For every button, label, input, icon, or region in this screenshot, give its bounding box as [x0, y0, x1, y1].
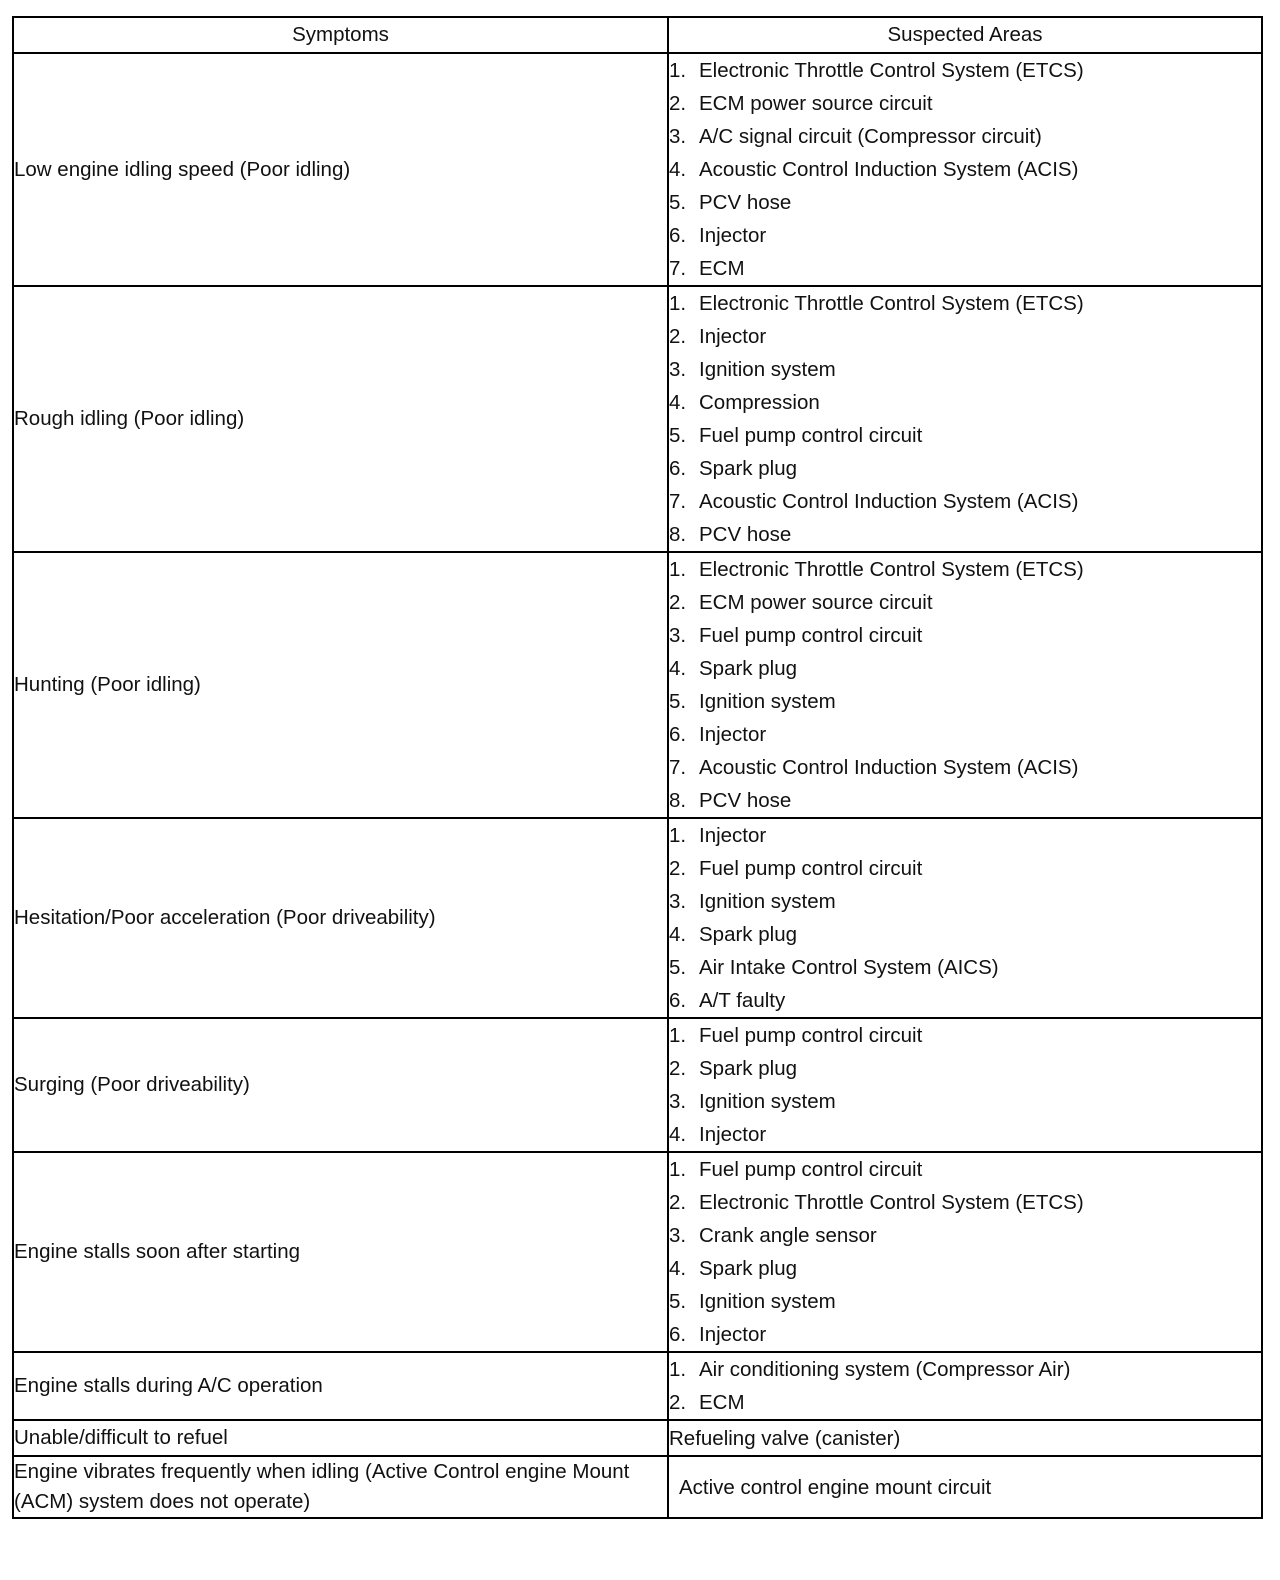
area-list-item [669, 1353, 1261, 1386]
table-row [13, 1152, 1262, 1352]
area-list-item [669, 186, 1261, 219]
area-list-item [669, 918, 1261, 951]
suspected-areas-cell [668, 1352, 1262, 1420]
area-list-item [669, 619, 1261, 652]
area-number: 1. [669, 59, 687, 82]
area-text: Electronic Throttle Control System (ETCS) [699, 292, 1084, 315]
area-number: 6. [669, 1323, 687, 1346]
area-list-item [669, 485, 1261, 518]
area-number: 3. [669, 358, 687, 381]
area-text: Acoustic Control Induction System (ACIS) [699, 490, 1079, 513]
area-text: Active control engine mount circuit [679, 1475, 992, 1499]
area-number: 5. [669, 690, 687, 713]
area-text: Electronic Throttle Control System (ETCS) [699, 59, 1084, 82]
area-number: 2. [669, 325, 687, 348]
area-text: ECM [699, 257, 745, 280]
area-text: ECM [699, 1391, 745, 1414]
area-text: Injector [699, 723, 767, 746]
area-list-item [669, 951, 1261, 984]
area-number: 4. [669, 391, 687, 414]
area-text: Compression [699, 391, 820, 414]
area-text: Refueling valve (canister) [669, 1426, 901, 1450]
area-text: Injector [699, 224, 767, 247]
area-text: Fuel pump control circuit [699, 857, 923, 880]
symptom-cell: Low engine idling speed (Poor idling) [13, 53, 668, 286]
area-list-item [669, 1052, 1261, 1085]
area-number: 5. [669, 1290, 687, 1313]
area-number: 6. [669, 224, 687, 247]
area-text: Air conditioning system (Compressor Air) [699, 1358, 1071, 1381]
area-list-item [669, 852, 1261, 885]
area-number: 4. [669, 158, 687, 181]
area-text: Spark plug [699, 923, 798, 946]
symptom-cell: Hesitation/Poor acceleration (Poor driveability) [13, 818, 668, 1018]
suspected-areas-cell [668, 1420, 1262, 1456]
area-number: 8. [669, 523, 687, 546]
table-header-row [13, 17, 1262, 53]
area-list-item [669, 1318, 1261, 1351]
area-number: 5. [669, 424, 687, 447]
area-text: Ignition system [699, 890, 836, 913]
area-number: 3. [669, 624, 687, 647]
area-text: Air Intake Control System (AICS) [699, 956, 999, 979]
area-number: 7. [669, 257, 687, 280]
area-list-item [669, 652, 1261, 685]
area-text: A/T faulty [699, 989, 786, 1012]
area-text: Acoustic Control Induction System (ACIS) [699, 756, 1079, 779]
area-list-item [669, 784, 1261, 817]
area-text: Injector [699, 824, 767, 847]
symptom-cell: Unable/difficult to refuel [13, 1420, 668, 1456]
area-list-item [669, 586, 1261, 619]
area-text: PCV hose [699, 191, 792, 214]
area-text: Ignition system [699, 1290, 836, 1313]
area-text: Electronic Throttle Control System (ETCS) [699, 1191, 1084, 1214]
area-list-item [669, 984, 1261, 1017]
area-number: 3. [669, 1090, 687, 1113]
table-row [13, 53, 1262, 286]
area-text: Fuel pump control circuit [699, 424, 923, 447]
area-number: 3. [669, 890, 687, 913]
area-list-item [669, 1019, 1261, 1052]
symptom-cell: Hunting (Poor idling) [13, 552, 668, 818]
area-list-item [669, 1219, 1261, 1252]
symptom-cell: Engine stalls soon after starting [13, 1152, 668, 1352]
area-list-item [669, 219, 1261, 252]
area-list-item [669, 54, 1261, 87]
area-number: 5. [669, 956, 687, 979]
table-row [13, 1456, 1262, 1518]
area-number: 3. [669, 1224, 687, 1247]
symptom-cell: Engine vibrates frequently when idling (Active Control engine Mount (ACM) system does not operate) [13, 1456, 668, 1518]
area-text: Ignition system [699, 358, 836, 381]
area-text: A/C signal circuit (Compressor circuit) [699, 125, 1042, 148]
area-text: Fuel pump control circuit [699, 1158, 923, 1181]
area-list-item [669, 353, 1261, 386]
area-list-item [669, 553, 1261, 586]
symptom-cell: Rough idling (Poor idling) [13, 286, 668, 552]
table-row [13, 818, 1262, 1018]
area-list-item [669, 685, 1261, 718]
table-row [13, 1420, 1262, 1456]
area-number: 7. [669, 490, 687, 513]
area-text: Injector [699, 1123, 767, 1146]
area-number: 2. [669, 1191, 687, 1214]
suspected-areas-cell [668, 1018, 1262, 1152]
area-text: Crank angle sensor [699, 1224, 877, 1247]
area-text: Spark plug [699, 657, 798, 680]
table-row [13, 552, 1262, 818]
area-list-item [669, 1085, 1261, 1118]
area-number: 1. [669, 1158, 687, 1181]
area-number: 1. [669, 558, 687, 581]
area-list-item [669, 1186, 1261, 1219]
area-number: 4. [669, 923, 687, 946]
area-number: 5. [669, 191, 687, 214]
area-list-item [669, 1153, 1261, 1186]
area-text: ECM power source circuit [699, 591, 933, 614]
header-symptoms: Symptoms [13, 17, 668, 53]
suspected-areas-cell [668, 53, 1262, 286]
area-text: PCV hose [699, 789, 792, 812]
area-text: Spark plug [699, 1257, 798, 1280]
area-text: Injector [699, 1323, 767, 1346]
area-list-item [669, 718, 1261, 751]
table-row [13, 286, 1262, 552]
suspected-areas-cell [668, 286, 1262, 552]
symptom-cell: Surging (Poor driveability) [13, 1018, 668, 1152]
area-text: Fuel pump control circuit [699, 624, 923, 647]
area-list-item [669, 885, 1261, 918]
area-list-item [669, 518, 1261, 551]
area-number: 1. [669, 1024, 687, 1047]
area-text: Ignition system [699, 690, 836, 713]
area-list-item [669, 252, 1261, 285]
area-list-item [669, 419, 1261, 452]
area-text: Spark plug [699, 1057, 798, 1080]
area-text: Ignition system [699, 1090, 836, 1113]
area-number: 8. [669, 789, 687, 812]
area-number: 1. [669, 292, 687, 315]
area-number: 6. [669, 457, 687, 480]
area-list-item [669, 386, 1261, 419]
area-text: Spark plug [699, 457, 798, 480]
symptoms-table [12, 16, 1263, 1519]
area-list-item [669, 452, 1261, 485]
area-list-item [669, 819, 1261, 852]
area-text: PCV hose [699, 523, 792, 546]
area-number: 6. [669, 989, 687, 1012]
area-list-item [669, 287, 1261, 320]
area-list-item [669, 1118, 1261, 1151]
suspected-areas-cell [668, 1152, 1262, 1352]
header-suspected-areas: Suspected Areas [668, 17, 1262, 53]
area-number: 1. [669, 824, 687, 847]
area-list-item [669, 751, 1261, 784]
area-number: 6. [669, 723, 687, 746]
area-list-item [669, 1386, 1261, 1419]
area-list-item [669, 320, 1261, 353]
area-number: 2. [669, 1057, 687, 1080]
area-list-item [669, 87, 1261, 120]
area-list-item [669, 153, 1261, 186]
area-text: Acoustic Control Induction System (ACIS) [699, 158, 1079, 181]
area-number: 4. [669, 657, 687, 680]
suspected-areas-cell [668, 818, 1262, 1018]
area-list-item [669, 1285, 1261, 1318]
area-number: 3. [669, 125, 687, 148]
area-list-item [669, 1252, 1261, 1285]
area-number: 1. [669, 1358, 687, 1381]
area-number: 4. [669, 1123, 687, 1146]
table-row [13, 1352, 1262, 1420]
suspected-areas-cell [668, 1456, 1262, 1518]
area-list-item [669, 120, 1261, 153]
table-row [13, 1018, 1262, 1152]
suspected-areas-cell [668, 552, 1262, 818]
area-number: 4. [669, 1257, 687, 1280]
area-number: 2. [669, 857, 687, 880]
area-number: 2. [669, 591, 687, 614]
area-text: Fuel pump control circuit [699, 1024, 923, 1047]
area-text: Electronic Throttle Control System (ETCS) [699, 558, 1084, 581]
area-text: ECM power source circuit [699, 92, 933, 115]
area-number: 2. [669, 1391, 687, 1414]
area-number: 2. [669, 92, 687, 115]
area-text: Injector [699, 325, 767, 348]
symptom-cell: Engine stalls during A/C operation [13, 1352, 668, 1420]
area-number: 7. [669, 756, 687, 779]
